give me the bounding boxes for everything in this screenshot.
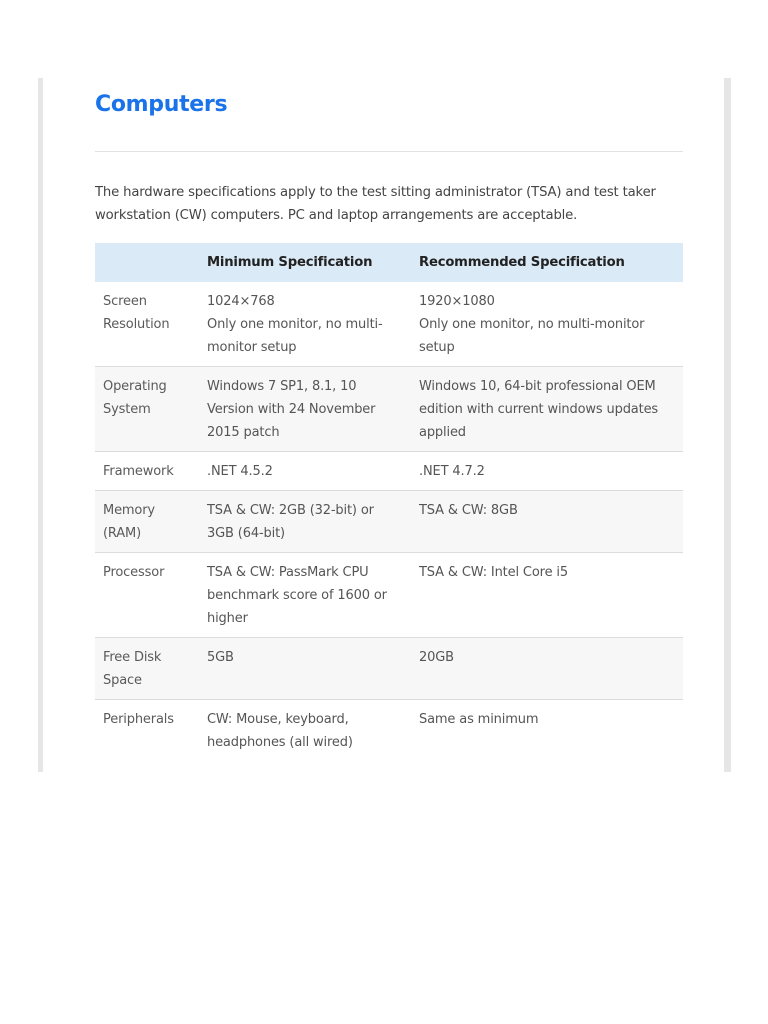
row-label: Memory (RAM)	[103, 503, 155, 541]
row-label: Framework	[103, 464, 174, 479]
row-label: Operating System	[103, 379, 167, 417]
row-minimum: 1024×768 Only one monitor, no multi-monitor setup	[207, 294, 383, 355]
row-label: Peripherals	[103, 712, 174, 727]
title-divider	[95, 151, 683, 152]
table-row	[95, 700, 683, 762]
content-panel	[38, 78, 731, 772]
row-minimum: CW: Mouse, keyboard, headphones (all wired)	[207, 712, 353, 750]
intro-paragraph: The hardware specifications apply to the test sitting administrator (TSA) and test taker workstation (CW) computers. PC and laptop arrangements are acceptable.	[95, 185, 656, 223]
row-recommended: 20GB	[419, 650, 454, 665]
table-row	[95, 553, 683, 638]
header-minimum-spec: Minimum Specification	[199, 243, 411, 282]
table-row	[95, 282, 683, 367]
row-minimum: 5GB	[207, 650, 234, 665]
row-label: Processor	[103, 565, 165, 580]
spec-table	[95, 243, 683, 761]
page-title: Computers	[95, 92, 228, 117]
row-recommended: Same as minimum	[419, 712, 539, 727]
row-recommended: TSA & CW: 8GB	[419, 503, 518, 518]
row-recommended: TSA & CW: Intel Core i5	[419, 565, 568, 580]
header-label-col	[95, 243, 199, 282]
table-header-row	[95, 243, 683, 282]
row-minimum: Windows 7 SP1, 8.1, 10 Version with 24 November 2015 patch	[207, 379, 376, 440]
row-minimum: TSA & CW: PassMark CPU benchmark score of 1600 or higher	[207, 565, 387, 626]
table-row	[95, 367, 683, 452]
row-minimum: TSA & CW: 2GB (32-bit) or 3GB (64-bit)	[207, 503, 374, 541]
table-row	[95, 491, 683, 553]
table-row	[95, 452, 683, 491]
row-label: Screen Resolution	[103, 294, 170, 332]
row-recommended: Windows 10, 64-bit professional OEM edition with current windows updates applied	[419, 379, 659, 440]
row-minimum: .NET 4.5.2	[207, 464, 273, 479]
header-recommended-spec: Recommended Specification	[411, 243, 683, 282]
row-recommended: .NET 4.7.2	[419, 464, 485, 479]
table-row	[95, 638, 683, 700]
row-recommended: 1920×1080 Only one monitor, no multi-monitor setup	[419, 294, 645, 355]
row-label: Free Disk Space	[103, 650, 162, 688]
